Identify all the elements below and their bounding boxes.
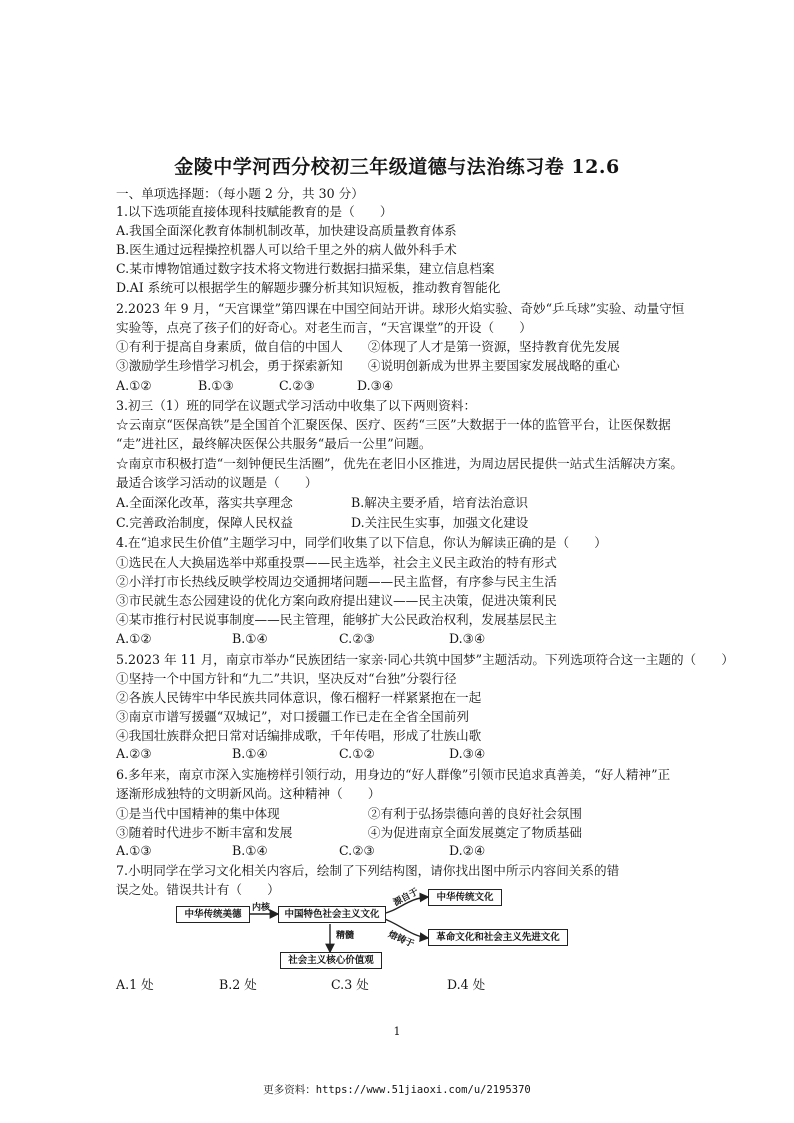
q5-choice-b: B.①④ bbox=[232, 746, 268, 761]
q4-stem: 4.在“追求民生价值”主题学习中，同学们收集了以下信息，你认为解读正确的是（ ） bbox=[116, 535, 607, 550]
q3-choice-d: D.关注民生实事，加强文化建设 bbox=[351, 515, 529, 530]
label-essence: 精髓 bbox=[336, 931, 355, 941]
q7-choice-a: A.1 处 bbox=[116, 977, 154, 992]
box-traditional-virtues: 中华传统美德 bbox=[176, 906, 250, 923]
q3-choice-a: A.全面深化改革，落实共享理念 bbox=[116, 495, 293, 510]
q5-statement-4: ④我国壮族群众把日常对话编排成歌，千年传唱，形成了壮族山歌 bbox=[116, 728, 482, 743]
label-source: 源自于 bbox=[391, 887, 421, 909]
q3-choice-b: B.解决主要矛盾，培育法治意识 bbox=[351, 495, 528, 510]
q7-stem-line1: 7.小明同学在学习文化相关内容后，绘制了下列结构图，请你找出图中所示内容间关系的错 bbox=[116, 863, 620, 878]
box-core-values: 社会主义核心价值观 bbox=[280, 952, 382, 969]
q3-material1-line1: ☆云南京“医保高铁”是全国首个汇聚医保、医疗、医药“三医”大数据于一体的监管平台，让医保数据 bbox=[116, 417, 671, 432]
q4-statement-1: ①选民在人大换届选举中郑重投票——民主选举，社会主义民主政治的特有形式 bbox=[116, 555, 557, 570]
footer-link[interactable]: 更多资料：https://www.51jiaoxi.com/u/2195370 bbox=[263, 1084, 531, 1096]
q5-statement-2: ②各族人民铸牢中华民族共同体意识，像石榴籽一样紧紧抱在一起 bbox=[116, 690, 482, 705]
q7-choice-d: D.4 处 bbox=[447, 977, 486, 992]
q4-choice-a: A.①② bbox=[116, 631, 152, 646]
q7-choice-c: C.3 处 bbox=[331, 977, 369, 992]
q1-option-b: B.医生通过远程操控机器人可以给千里之外的病人做外科手术 bbox=[116, 242, 457, 257]
q6-choice-a: A.①③ bbox=[116, 843, 152, 858]
q3-question: 最适合该学习活动的议题是（ ） bbox=[116, 475, 318, 490]
q3-material2: ☆南京市积极打造“一刻钟便民生活圈”，优先在老旧小区推进，为周边居民提供一站式生活解决方案。 bbox=[116, 456, 684, 471]
box-traditional-culture: 中华传统文化 bbox=[428, 889, 502, 906]
q1-stem: 1.以下选项能直接体现科技赋能教育的是（ ） bbox=[116, 204, 393, 219]
q4-choice-d: D.③④ bbox=[449, 631, 486, 646]
q3-material1-line2: “走”进社区，最终解决医保公共服务“最后一公里”问题。 bbox=[116, 436, 432, 451]
q1-option-a: A.我国全面深化教育体制机制改革，加快建设高质量教育体系 bbox=[116, 223, 457, 238]
q7-choice-b: B.2 处 bbox=[219, 977, 257, 992]
q6-stem-line2: 逐渐形成独特的文明新风尚。这种精神（ ） bbox=[116, 786, 381, 801]
q4-choice-b: B.①④ bbox=[232, 631, 268, 646]
q5-statement-1: ①坚持一个中国方针和“九二”共识，坚决反对“台独”分裂行径 bbox=[116, 671, 457, 686]
q4-statement-4: ④某市推行村民说事制度——民主管理，能够扩大公民政治权利，发展基层民主 bbox=[116, 612, 557, 627]
q2-stem-line2: 实验等，点亮了孩子们的好奇心。对老生而言，“天宫课堂”的开设（ ） bbox=[116, 320, 532, 335]
q7-stem-line2: 误之处。错误共计有（ ） bbox=[116, 882, 280, 897]
q1-option-d: D.AI 系统可以根据学生的解题步骤分析其知识短板，推动教育智能化 bbox=[116, 280, 501, 295]
q2-choice-d: D.③④ bbox=[357, 378, 394, 393]
q1-option-c: C.某市博物馆通过数字技术将文物进行数据扫描采集，建立信息档案 bbox=[116, 261, 495, 276]
q5-choice-c: C.①② bbox=[339, 746, 375, 761]
q6-choice-b: B.①④ bbox=[232, 843, 268, 858]
q3-choice-c: C.完善政治制度，保障人民权益 bbox=[116, 515, 293, 530]
section-heading: 一、单项选择题：（每小题 2 分，共 30 分） bbox=[116, 186, 364, 201]
q4-choice-c: C.②③ bbox=[339, 631, 375, 646]
q2-statement-34: ③激励学生珍惜学习机会，勇于探索新知 ④说明创新成为世界主要国家发展战略的重心 bbox=[116, 358, 620, 373]
q5-choice-d: D.③④ bbox=[449, 746, 486, 761]
box-revolutionary-culture: 革命文化和社会主义先进文化 bbox=[428, 929, 568, 946]
q6-choice-c: C.②③ bbox=[339, 843, 375, 858]
label-inner: 内核 bbox=[252, 903, 271, 913]
q6-stem-line1: 6.多年来，南京市深入实施榜样引领行动，用身边的“好人群像”引领市民追求真善美，“好人精神”正 bbox=[116, 767, 671, 782]
q5-statement-3: ③南京市谱写援疆“双城记”，对口援疆工作已走在全省全国前列 bbox=[116, 709, 469, 724]
culture-structure-diagram bbox=[160, 888, 600, 974]
q5-stem: 5.2023 年 11 月，南京市举办“民族团结一家亲·同心共筑中国梦”主题活动。下列选项符合这一主题的（ ） bbox=[116, 652, 734, 667]
q2-choice-a: A.①② bbox=[116, 378, 152, 393]
q6-statement-12: ①是当代中国精神的集中体现 ②有利于弘扬崇德向善的良好社会氛围 bbox=[116, 806, 582, 821]
q6-choice-d: D.②④ bbox=[449, 843, 486, 858]
q2-choice-c: C.②③ bbox=[279, 378, 315, 393]
q2-statement-12: ①有利于提高自身素质，做自信的中国人 ②体现了人才是第一资源，坚持教育优先发展 bbox=[116, 339, 620, 354]
box-socialist-culture: 中国特色社会主义文化 bbox=[278, 906, 386, 923]
page-number: 1 bbox=[393, 1025, 401, 1038]
q6-statement-34: ③随着时代进步不断丰富和发展 ④为促进南京全面发展奠定了物质基础 bbox=[116, 825, 582, 840]
label-born: 熔铸于 bbox=[386, 929, 416, 950]
exam-title: 金陵中学河西分校初三年级道德与法治练习卷 12.6 bbox=[174, 156, 620, 178]
q4-statement-2: ②小洋打市长热线反映学校周边交通拥堵问题——民主监督，有序参与民主生活 bbox=[116, 574, 557, 589]
q5-choice-a: A.②③ bbox=[116, 746, 152, 761]
q2-choice-b: B.①③ bbox=[198, 378, 234, 393]
q4-statement-3: ③市民就生态公园建设的优化方案向政府提出建议——民主决策，促进决策利民 bbox=[116, 593, 557, 608]
q2-stem-line1: 2.2023 年 9 月，“天宫课堂”第四课在中国空间站开讲。球形火焰实验、奇妙“乒乓球”实验、动量守恒 bbox=[116, 301, 685, 316]
q3-stem: 3.初三（1）班的同学在议题式学习活动中收集了以下两则资料： bbox=[116, 398, 477, 413]
